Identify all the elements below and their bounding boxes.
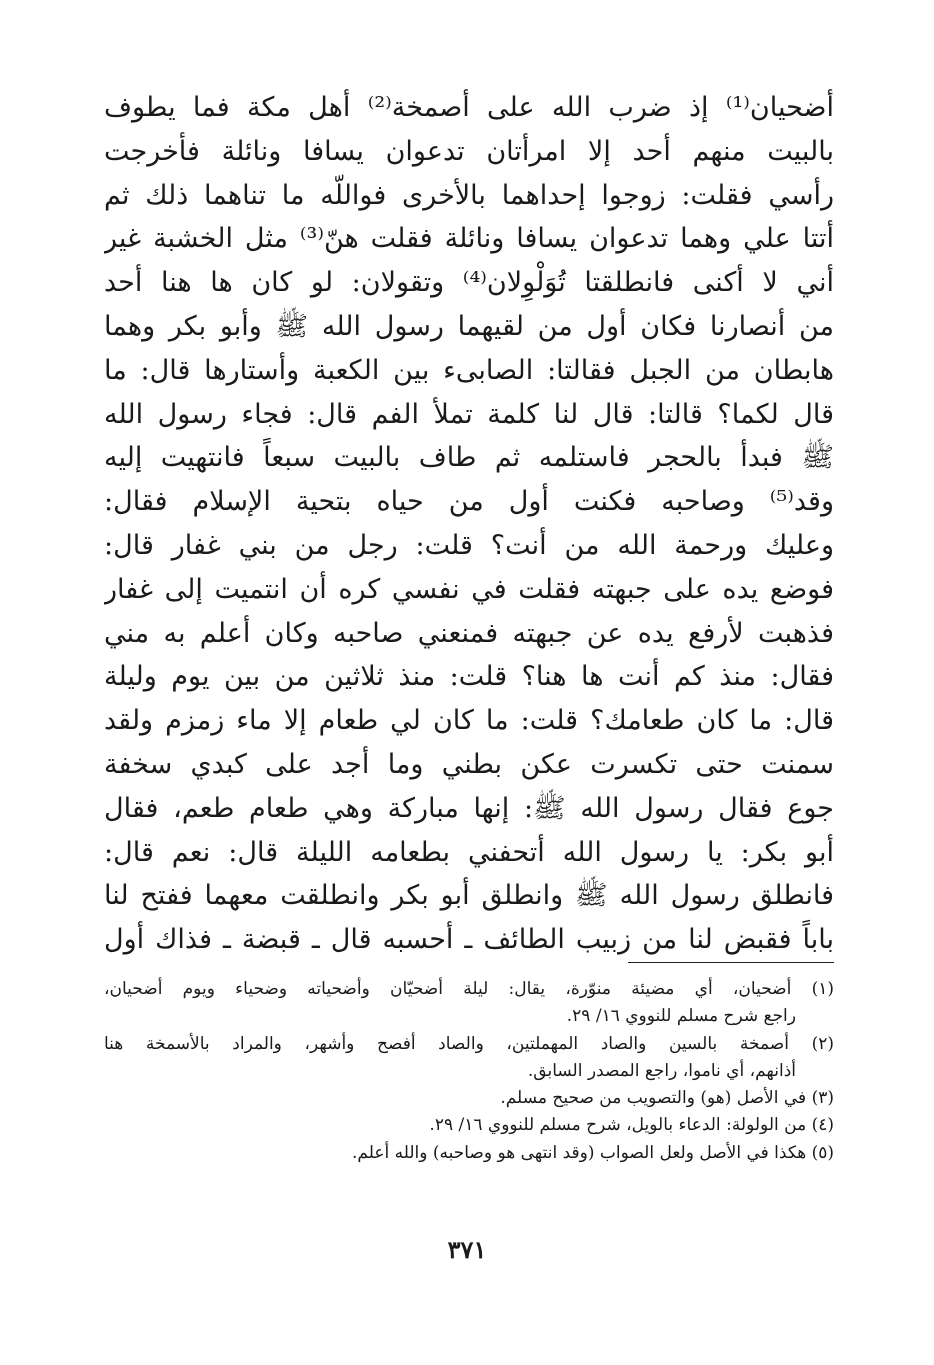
page-number: ٣٧١: [447, 1235, 487, 1264]
text-line: قال: ما كان طعامك؟ قلت: ما كان لي طعام إلا ماء زمزم ولقد: [104, 705, 834, 737]
text-line: من أنصارنا فكان أول من لقيهما رسول الله ﷺ وأبو بكر وهما: [104, 310, 834, 342]
footnote-2-continued: أذانهم، أي ناموا، راجع المصدر السابق.: [527, 1060, 796, 1081]
main-text: [104, 86, 834, 962]
text-line: هابطان من الجبل فقالتا: الصابىء بين الكعبة وأستارها قال: ما: [104, 354, 834, 386]
footnote-4: (٤) من الولولة: الدعاء بالويل، شرح مسلم للنووي ١٦/ ٢٩.: [429, 1115, 834, 1136]
footnote-2: (٢) أصمخة بالسين والصاد المهملتين، والصاد أفصح وأشهر، والمراد بالأسمخة هنا: [104, 1033, 834, 1054]
text-line: فقال: منذ كم أنت ها هنا؟ قلت: منذ ثلاثين من بين يوم وليلة: [104, 661, 834, 693]
footnote-1: (١) أضحيان، أي مضيئة منوّرة، يقال: ليلة أضحيّان وأضحياته وضحياء ويوم أضحيان،: [104, 979, 834, 999]
text-line: وعليك ورحمة الله من أنت؟ قلت: رجل من بني غفار قال:: [104, 529, 834, 561]
footnote-divider: [628, 962, 834, 963]
text-line: ﷺ فبدأ بالحجر فاستلمه ثم طاف بالبيت سبعاً فانتهيت إليه: [104, 442, 834, 474]
text-line: قال لكما؟ قالتا: قال لنا كلمة تملأ الفم قال: فجاء رسول الله: [104, 398, 834, 430]
text-line: رأسي فقلت: زوجوا إحداهما بالأخرى فواللّه ما تناهما ذلك ثم: [104, 179, 834, 211]
text-line: باباً فقبض لنا من زبيب الطائف ـ أحسبه قال ـ قبضة ـ فذاك أول: [104, 924, 834, 956]
text-line: أني لا أكنى فانطلقتا تُوَلْوِلان⁽⁴⁾ وتقولان: لو كان ها هنا أحد: [104, 267, 834, 299]
text-line: فذهبت لأرفع يده عن جبهته فمنعني صاحبه وكان أعلم به مني: [104, 617, 834, 649]
text-line: وقد⁽⁵⁾ وصاحبه فكنت أول من حياه بتحية الإسلام فقال:: [104, 486, 834, 518]
footnotes: [104, 976, 834, 1167]
footnote-5: (٥) هكذا في الأصل ولعل الصواب (وقد انتهى هو وصاحبه) والله أعلم.: [351, 1142, 834, 1163]
text-line: فوضع يده على جبهته فقلت في نفسي كره أن انتميت إلى غفار: [104, 573, 834, 605]
text-line: أتتا علي وهما تدعوان يسافا ونائلة فقلت هنّ⁽³⁾ مثل الخشبة غير: [104, 223, 834, 255]
text-line: أبو بكر: يا رسول الله أتحفني بطعامه الليلة قال: نعم قال:: [104, 836, 834, 868]
footnote-1-continued: راجع شرح مسلم للنووي ١٦/ ٢٩.: [566, 1006, 796, 1027]
text-line: فانطلق رسول الله ﷺ وانطلق أبو بكر وانطلقت معهما ففتح لنا: [104, 880, 834, 912]
text-line: سمنت حتى تكسرت عكن بطني وما أجد على كبدي سخفة: [104, 748, 834, 780]
text-line: بالبيت منهم أحد إلا امرأتان تدعوان يسافا ونائلة فأخرجت: [104, 135, 834, 167]
footnote-3: (٣) في الأصل (هو) والتصويب من صحيح مسلم.: [500, 1088, 834, 1109]
text-line: أضحيان⁽¹⁾ إذ ضرب الله على أصمخة⁽²⁾ أهل مكة فما يطوف: [104, 92, 834, 123]
text-line: جوع فقال رسول الله ﷺ: إنها مباركة وهي طعام طعم، فقال: [104, 792, 834, 824]
